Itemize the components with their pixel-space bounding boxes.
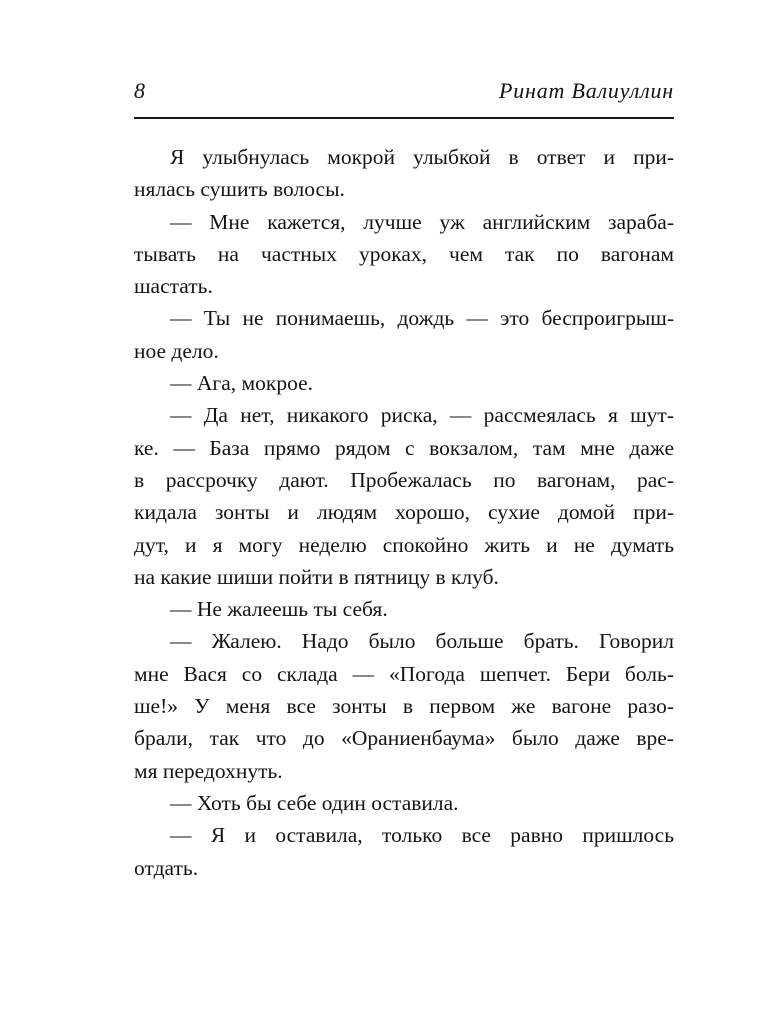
paragraph — [134, 819, 674, 884]
page-body — [134, 141, 674, 884]
paragraph — [134, 141, 674, 206]
paragraph — [134, 206, 674, 303]
text-line: Я улыбнулась мокрой улыбкой в ответ и при- — [170, 145, 674, 169]
text-line: отдать. — [134, 855, 199, 880]
paragraph — [134, 593, 674, 625]
text-line: мя передохнуть. — [134, 758, 283, 783]
paragraph — [134, 625, 674, 786]
text-line: ное дело. — [134, 338, 219, 363]
text-line: тывать на частных уроках, чем так по вагонам — [134, 241, 674, 266]
text-line: дут, и я могу неделю спокойно жить и не думать — [134, 532, 674, 557]
header-rule — [134, 117, 674, 119]
text-line: — Ага, мокрое. — [170, 371, 313, 396]
text-line: в рассрочку дают. Пробежалась по вагонам, рас- — [134, 467, 674, 492]
paragraph — [134, 367, 674, 399]
paragraph — [134, 399, 674, 593]
text-line: — Хоть бы себе один оставила. — [170, 790, 459, 815]
running-head-author: Ринат Валиуллин — [498, 78, 674, 103]
text-line: брали, так что до «Ораниенбаума» было даже вре- — [134, 726, 674, 751]
page-number: 8 — [134, 78, 146, 103]
text-line: — Ты не понимаешь, дождь — это беспроигрыш- — [170, 306, 674, 331]
text-line: мне Вася со склада — «Погода шепчет. Бери боль- — [134, 661, 674, 686]
paragraph — [134, 787, 674, 819]
text-line: на какие шиши пойти в пятницу в клуб. — [134, 564, 499, 589]
text-line: — Не жалеешь ты себя. — [170, 597, 388, 622]
paragraph — [134, 302, 674, 367]
text-line: ше!» У меня все зонты в первом же вагоне разо- — [134, 694, 674, 719]
text-line: шастать. — [134, 274, 213, 299]
text-line: — Жалею. Надо было больше брать. Говорил — [170, 629, 674, 654]
page-header — [134, 78, 674, 104]
text-line: ке. — База прямо рядом с вокзалом, там мне даже — [134, 435, 674, 460]
text-line: нялась сушить волосы. — [134, 177, 345, 202]
text-line: — Я и оставила, только все равно пришлось — [170, 823, 674, 848]
text-line: кидала зонты и людям хорошо, сухие домой при- — [134, 500, 674, 525]
text-line: — Мне кажется, лучше уж английским зараба- — [170, 209, 674, 234]
text-line: — Да нет, никакого риска, — рассмеялась я шут- — [170, 403, 674, 428]
